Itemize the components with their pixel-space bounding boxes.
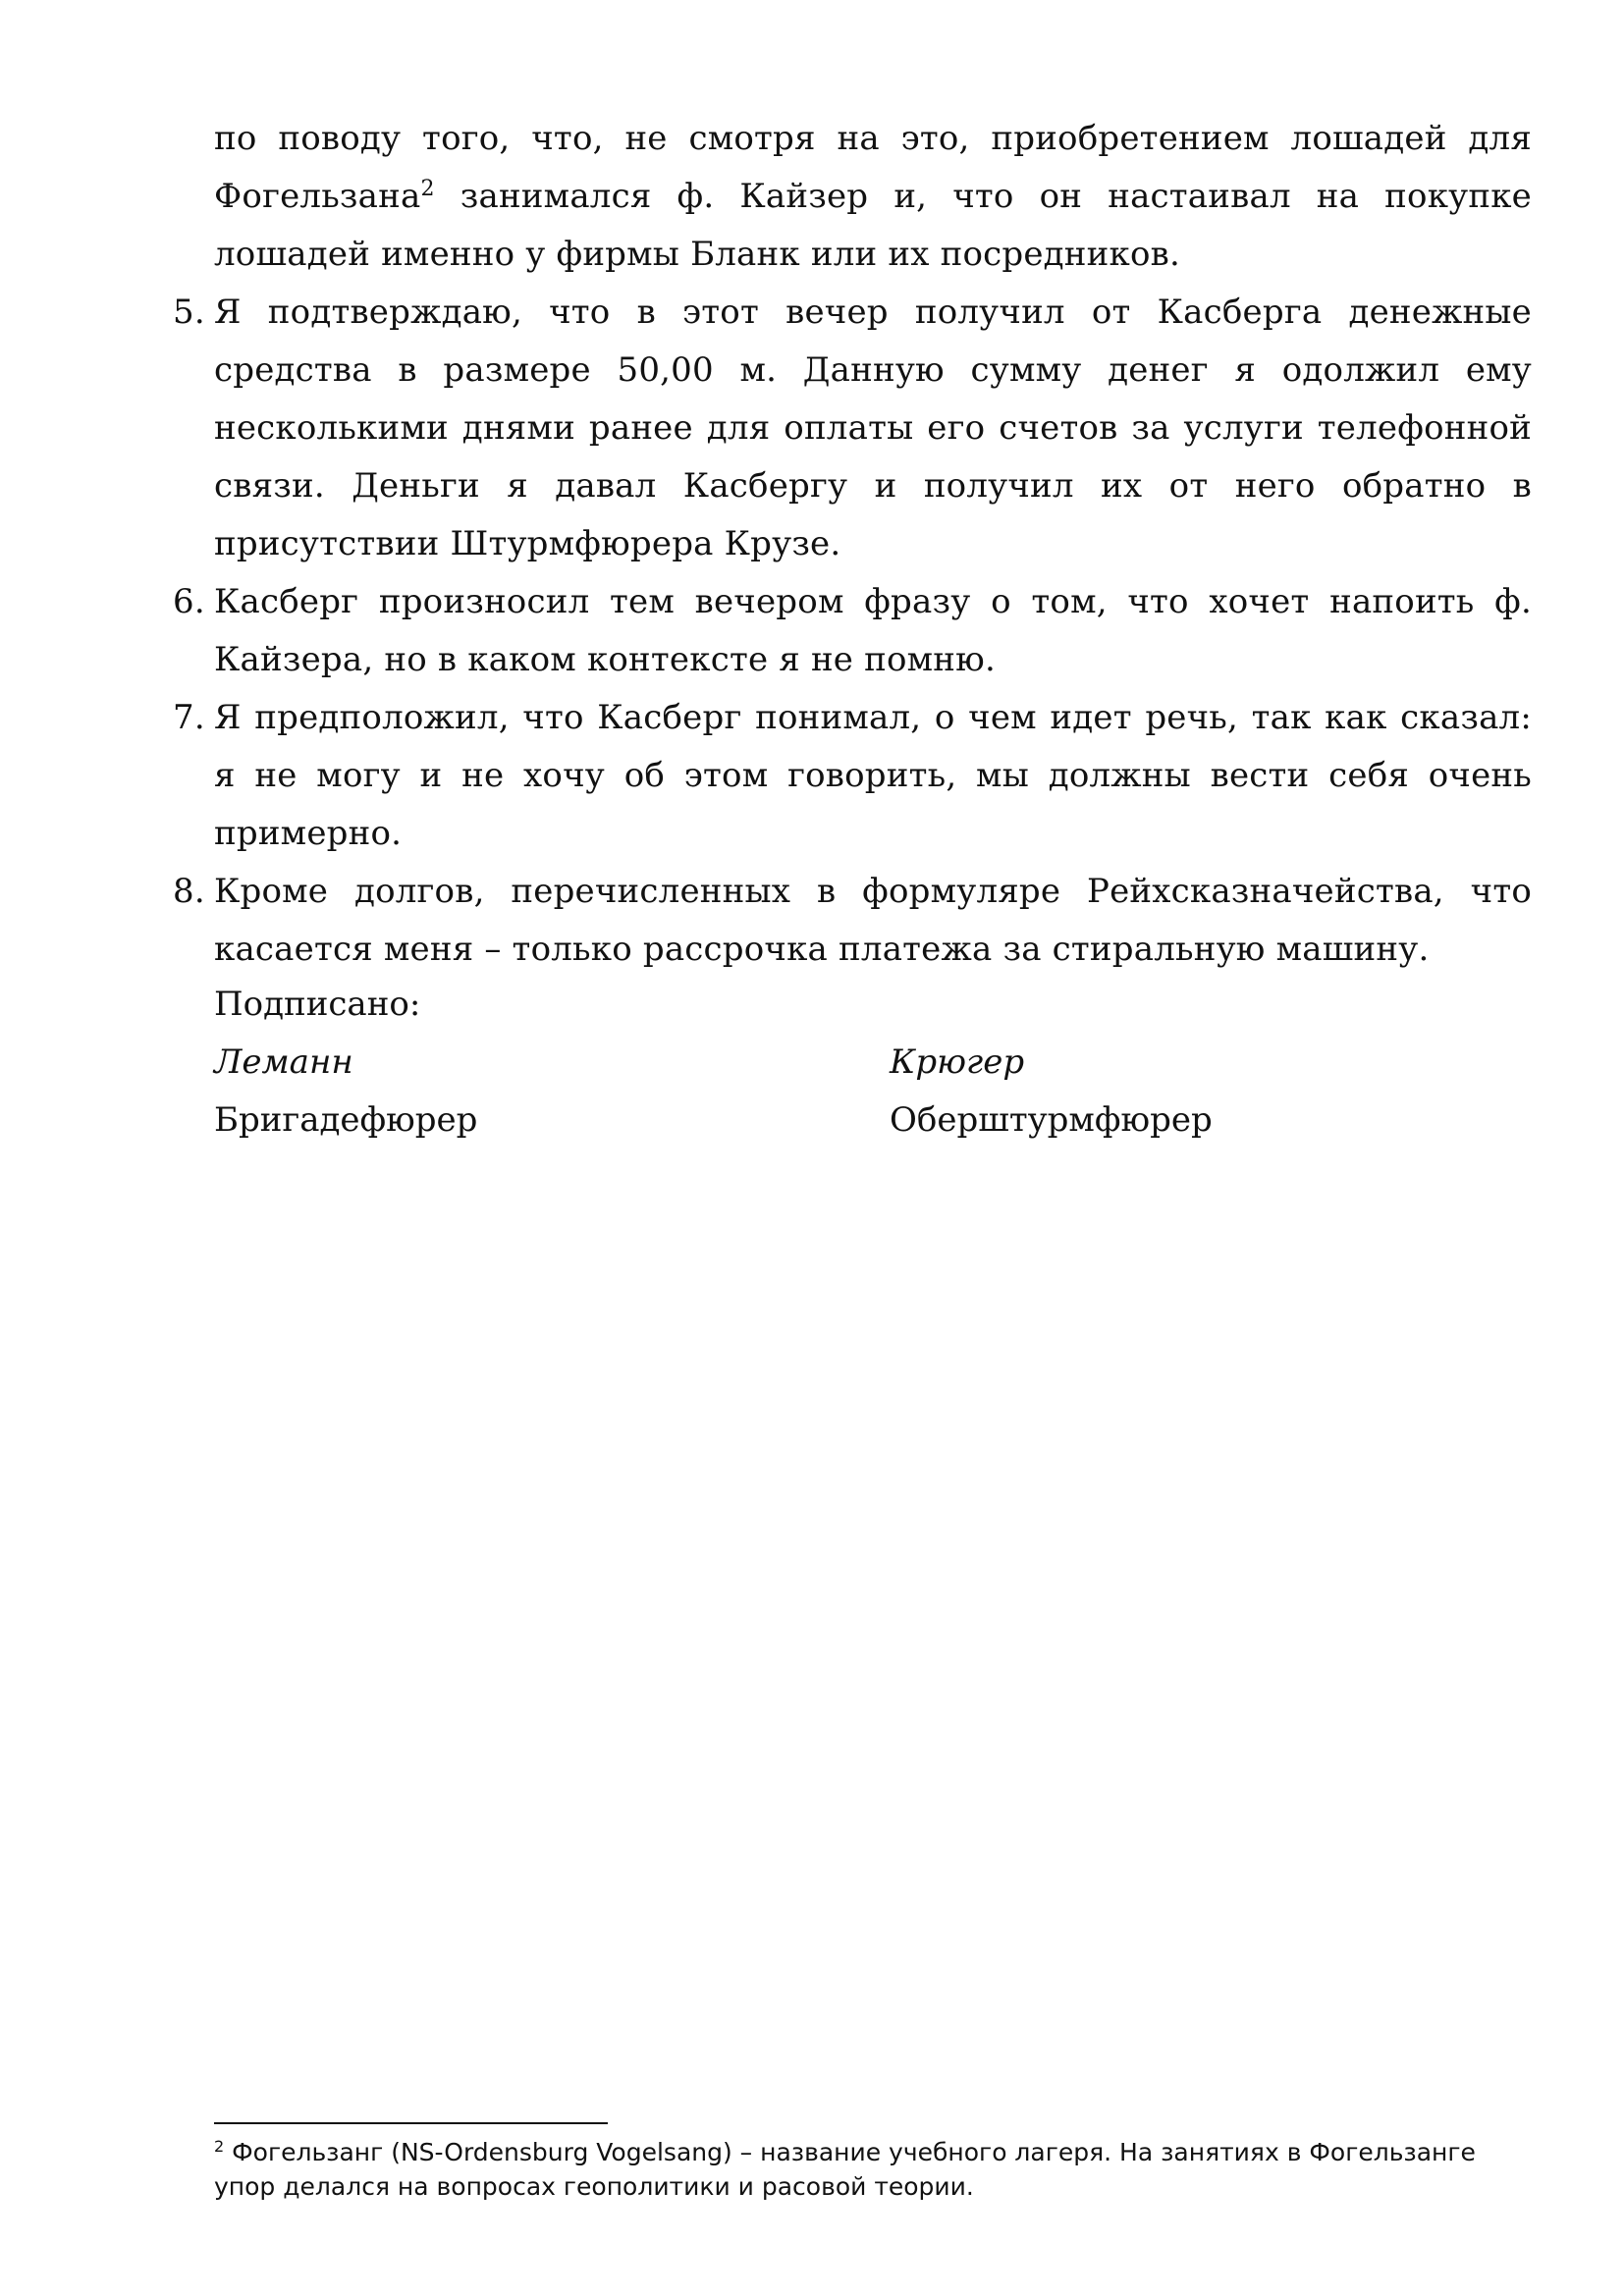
list-number: 8. bbox=[173, 872, 205, 911]
list-item-text: Касберг произносил тем вечером фразу о том, что хочет напоить ф. Кайзера, но в каком контексте я не помню. bbox=[214, 582, 1532, 679]
signatory-right-name: Крюгер bbox=[890, 1042, 1025, 1082]
signatory-right-rank: Оберштурмфюрер bbox=[890, 1100, 1213, 1140]
footnote-marker: 2 bbox=[214, 2137, 225, 2156]
list-number: 6. bbox=[173, 582, 205, 621]
signed-label: Подписано: bbox=[214, 985, 421, 1024]
footnote-text: Фогельзанг (NS-Ordensburg Vogelsang) – название учебного лагеря. На занятиях в Фогельзанге упор делался на вопросах геополитики и расовой теории. bbox=[214, 2138, 1476, 2201]
list-item-8 bbox=[173, 863, 1532, 979]
body-text bbox=[173, 110, 1532, 979]
signature-label-row bbox=[214, 976, 1294, 1034]
list-item-6 bbox=[173, 573, 1532, 689]
continuation-text-start: по поводу того, что, не смотря на это, приобретением лошадей для Фогельзана bbox=[214, 119, 1532, 216]
footnote bbox=[214, 2135, 1535, 2204]
list-number: 5. bbox=[173, 293, 205, 332]
list-item-7 bbox=[173, 689, 1532, 863]
continuation-text-end: занимался ф. Кайзер и, что он настаивал на покупке лошадей именно у фирмы Бланк или их посредников. bbox=[214, 177, 1532, 274]
list-item-text: Я предположил, что Касберг понимал, о чем идет речь, так как сказал: я не могу и не хочу об этом говорить, мы должны вести себя очень примерно. bbox=[214, 698, 1532, 853]
footnote-separator bbox=[214, 2122, 608, 2124]
signature-block bbox=[214, 976, 1294, 1149]
signature-names-row bbox=[214, 1034, 1294, 1092]
signature-ranks-row bbox=[214, 1092, 1294, 1149]
list-item-text: Я подтверждаю, что в этот вечер получил от Касберга денежные средства в размере 50,00 м. Данную сумму денег я одолжил ему несколькими днями ранее для оплаты его счетов за услуги телефонной связи. Деньги я давал Касбергу и получил их от него обратно в присутствии Штурмфюрера Крузе. bbox=[214, 293, 1532, 563]
signatory-left-name: Леманн bbox=[214, 1042, 353, 1082]
continuation-paragraph bbox=[214, 110, 1532, 284]
list-number: 7. bbox=[173, 698, 205, 737]
list-item-5 bbox=[173, 284, 1532, 573]
list-item-text: Кроме долгов, перечисленных в формуляре Рейхсказначейства, что касается меня – только рассрочка платежа за стиральную машину. bbox=[214, 872, 1532, 969]
footnote-reference[interactable]: 2 bbox=[420, 177, 435, 201]
signatory-left-rank: Бригадефюрер bbox=[214, 1100, 478, 1140]
